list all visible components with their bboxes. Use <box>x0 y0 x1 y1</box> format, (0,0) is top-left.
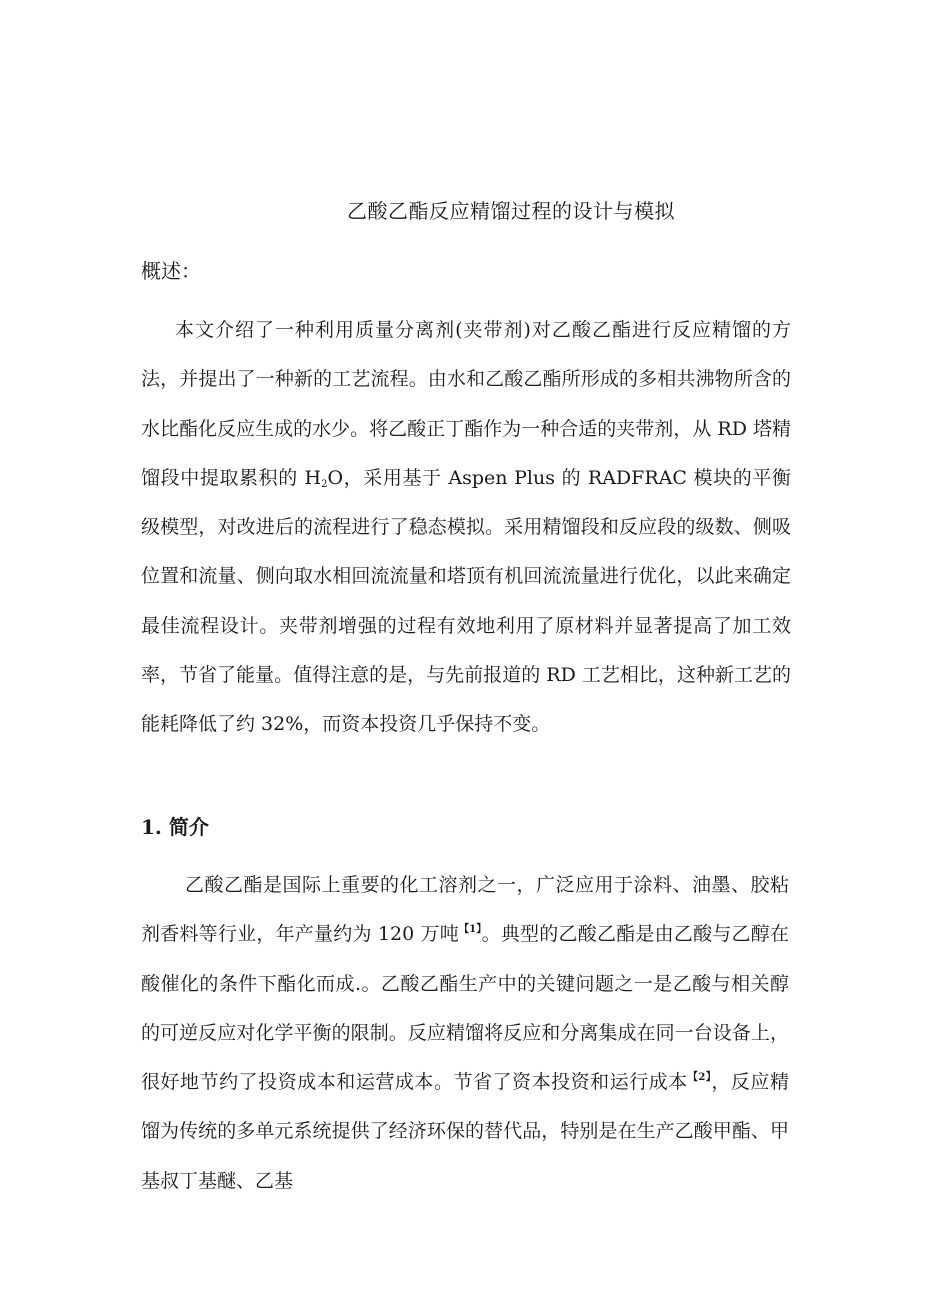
abstract-text-part2: O，采用基于 Aspen Plus 的 RADFRAC 模块的平衡级模型，对改进后的流程进行了稳态模拟。采用精馏段和反应段的级数、侧吸位置和流量、侧向取水相回流流量和塔顶有机回流流量进行优化，以此来确定最佳流程设计。夹带剂增强的过程有效地利用了原材料并显著提高了加工效率，节省了能量。值得注意的是，与先前报道的 RD 工艺相比，这种新工艺的能耗降低了约 32%，而资本投资几乎保持不变。 <box>141 466 792 736</box>
intro-heading: 1. 简介 <box>141 815 209 839</box>
intro-paragraph <box>141 861 789 1206</box>
citation-1: 【1】 <box>458 924 482 936</box>
intro-text-part1: 乙酸乙酯是国际上重要的化工溶剂之一，广泛应用于涂料、油墨、胶粘剂香料等行业，年产量约为 120 万吨 <box>141 874 789 946</box>
document-title: 乙酸乙酯反应精馏过程的设计与模拟 <box>347 199 675 223</box>
intro-text-part2: 。典型的乙酸乙酯是由乙酸与乙醇在酸催化的条件下酯化而成.。乙酸乙酯生产中的关键问题之一是乙酸与相关醇的可逆反应对化学平衡的限制。反应精馏将反应和分离集成在同一台设备上，很好地节约了投资成本和运营成本。节省了资本投资和运行成本 <box>141 923 789 1094</box>
abstract-text-part1: 本文介绍了一种利用质量分离剂(夹带剂)对乙酸乙酯进行反应精馏的方法，并提出了一种新的工艺流程。由水和乙酸乙酯所形成的多相共沸物所含的水比酯化反应生成的水少。将乙酸正丁酯作为一种合适的夹带剂，从 RD 塔精馏段中提取累积的 H <box>141 319 791 489</box>
intro-text-part3: ，反应精馏为传统的多单元系统提供了经济环保的替代品，特别是在生产乙酸甲酯、甲基叔丁基醚、乙基 <box>141 1071 789 1192</box>
citation-2: 【2】 <box>687 1072 712 1084</box>
abstract-heading: 概述： <box>141 259 201 283</box>
abstract-paragraph <box>141 306 791 750</box>
subscript-2: 2 <box>321 478 328 490</box>
